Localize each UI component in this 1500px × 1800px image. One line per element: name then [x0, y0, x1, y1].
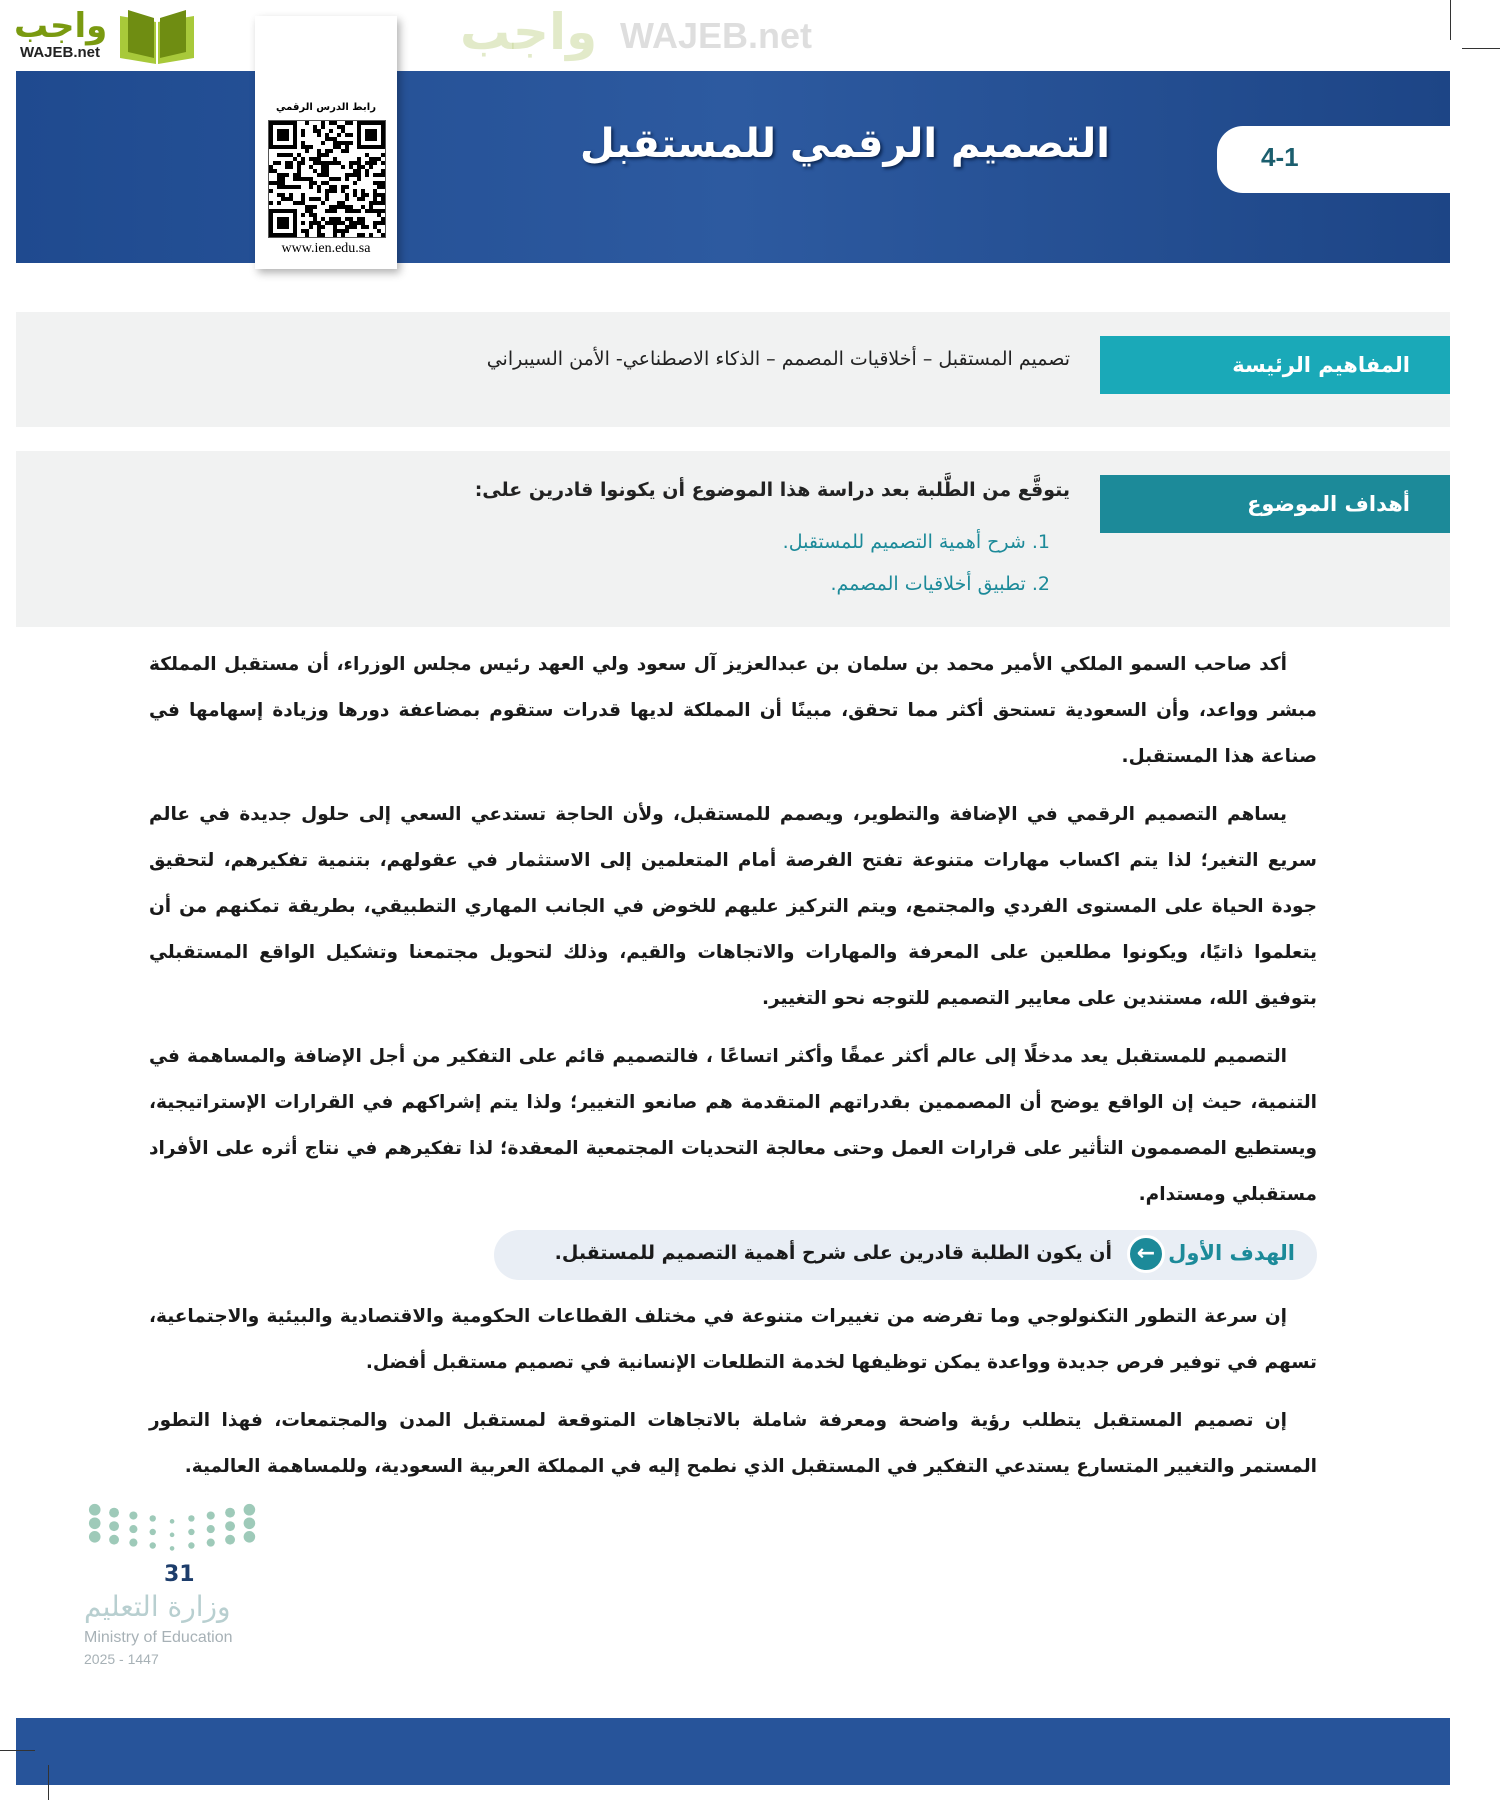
paragraph: إن تصميم المستقبل يتطلب رؤية واضحة ومعرفة شاملة بالاتجاهات المتوقعة لمستقبل المدن والمجتمعات، فهذا التطور المستمر والتغيير المتسارع يستدعي التفكير في المستقبل الذي نطمح إليه في المملكة العربية السعودية، وللمساهمة العالمية. [149, 1410, 1317, 1477]
objectives-section [16, 451, 1450, 627]
lesson-title: التصميم الرقمي للمستقبل [580, 121, 1110, 167]
ministry-dots-icon [84, 1502, 264, 1560]
ministry-year: 2025 - 1447 [84, 1651, 159, 1667]
objectives-label: أهداف الموضوع [1100, 475, 1450, 533]
watermark-latin: WAJEB.net [620, 15, 813, 56]
ministry-english: Ministry of Education [84, 1629, 233, 1646]
objective-item: 2. تطبيق أخلاقيات المصمم. [830, 573, 1050, 595]
ministry-logo [80, 1502, 300, 1674]
objective-item: 1. شرح أهمية التصميم للمستقبل. [782, 531, 1050, 553]
key-concepts-label: المفاهيم الرئيسة [1100, 336, 1450, 394]
qr-label: رابط الدرس الرقمي [276, 102, 376, 113]
wajeb-logo[interactable] [10, 6, 190, 66]
book-icon [118, 8, 196, 66]
goal-one-banner [494, 1230, 1317, 1280]
paragraph: إن سرعة التطور التكنولوجي وما تفرضه من تغييرات متنوعة في مختلف القطاعات الحكومية والاقتصادية والبيئية والاجتماعية، تسهم في توفير فرص جديدة وواعدة يمكن توظيفها لخدمة التطلعات الإنسانية في تصميم مستقبل أفضل. [149, 1306, 1317, 1373]
key-concepts-text: تصميم المستقبل – أخلاقيات المصمم – الذكاء الاصطناعي- الأمن السيبراني [486, 348, 1070, 370]
body-text-top [149, 642, 1317, 1218]
paragraph: أكد صاحب السمو الملكي الأمير محمد بن سلمان بن عبدالعزيز آل سعود ولي العهد رئيس مجلس الوزراء، أن مستقبل المملكة مبشر وواعد، وأن السعودية تستحق أكثر مما تحقق، مبينًا أن المملكة لديها قدرات ستقوم بمضاعفة دورها وزيادة إسهامها في صناعة هذا المستقبل. [149, 654, 1317, 767]
footer-bar [16, 1718, 1450, 1785]
lesson-number-tab [1217, 126, 1450, 193]
page-number: 31 [164, 1562, 195, 1587]
crop-mark [1462, 48, 1500, 49]
qr-code-icon[interactable] [268, 120, 386, 238]
lesson-number: 4-1 [1261, 142, 1299, 172]
watermark-arabic: واجب [460, 3, 598, 61]
paragraph: التصميم للمستقبل يعد مدخلًا إلى عالم أكثر عمقًا وأكثر اتساعًا ، فالتصميم قائم على التفكير من أجل الإضافة والمساهمة في التنمية، حيث إن الواقع يوضح أن المصممين بقدراتهم المتقدمة هم صانعو التغيير؛ ولذا يتم إشراكهم في القرارات الإستراتيجية، ويستطيع المصممون التأثير على قرارات العمل وحتى معالجة التحديات المجتمعية المعقدة؛ لذا تفكيرهم في نتاج أثره على الأفراد مستقبلي ومستدام. [149, 1046, 1317, 1205]
arrow-left-icon: ← [1127, 1235, 1165, 1273]
logo-latin: WAJEB.net [20, 44, 101, 61]
crop-mark [48, 1765, 49, 1800]
objectives-intro: يتوقَّع من الطَّلبة بعد دراسة هذا الموضوع أن يكونوا قادرين على: [474, 479, 1070, 501]
ministry-arabic: وزارة التعليم [84, 1590, 231, 1623]
body-text-bottom [149, 1294, 1317, 1490]
goal-one-text: أن يكون الطلبة قادرين على شرح أهمية التصميم للمستقبل. [554, 1242, 1112, 1264]
qr-url[interactable]: www.ien.edu.sa [281, 241, 371, 256]
logo-arabic: واجب [14, 6, 108, 46]
goal-one-label: الهدف الأول [1168, 1241, 1295, 1265]
paragraph: يساهم التصميم الرقمي في الإضافة والتطوير، ويصمم للمستقبل، ولأن الحاجة تستدعي السعي إلى حلول جديدة في عالم سريع التغير؛ لذا يتم اكساب مهارات متنوعة تفتح الفرصة أمام المتعلمين إلى الاستثمار في عقولهم، بتنمية تفكيرهم، لتحقيق جودة الحياة على المستوى الفردي والمجتمع، ويتم التركيز عليهم للخوض في الجانب المهاري التطبيقي، بطريقة تمكنهم من أن يتعلموا ذاتيًا، ويكونوا مطلعين على المعرفة والمهارات والاتجاهات والقيم، وذلك لتحويل مجتمعنا وتشكيل الواقع المستقبلي بتوفيق الله، مستندين على معايير التصميم للتوجه نحو التغيير. [149, 804, 1317, 1009]
crop-mark [1450, 0, 1451, 40]
key-concepts-section [16, 312, 1450, 427]
crop-mark [0, 1750, 35, 1751]
body-content [84, 642, 1317, 1674]
qr-card[interactable] [255, 16, 397, 269]
